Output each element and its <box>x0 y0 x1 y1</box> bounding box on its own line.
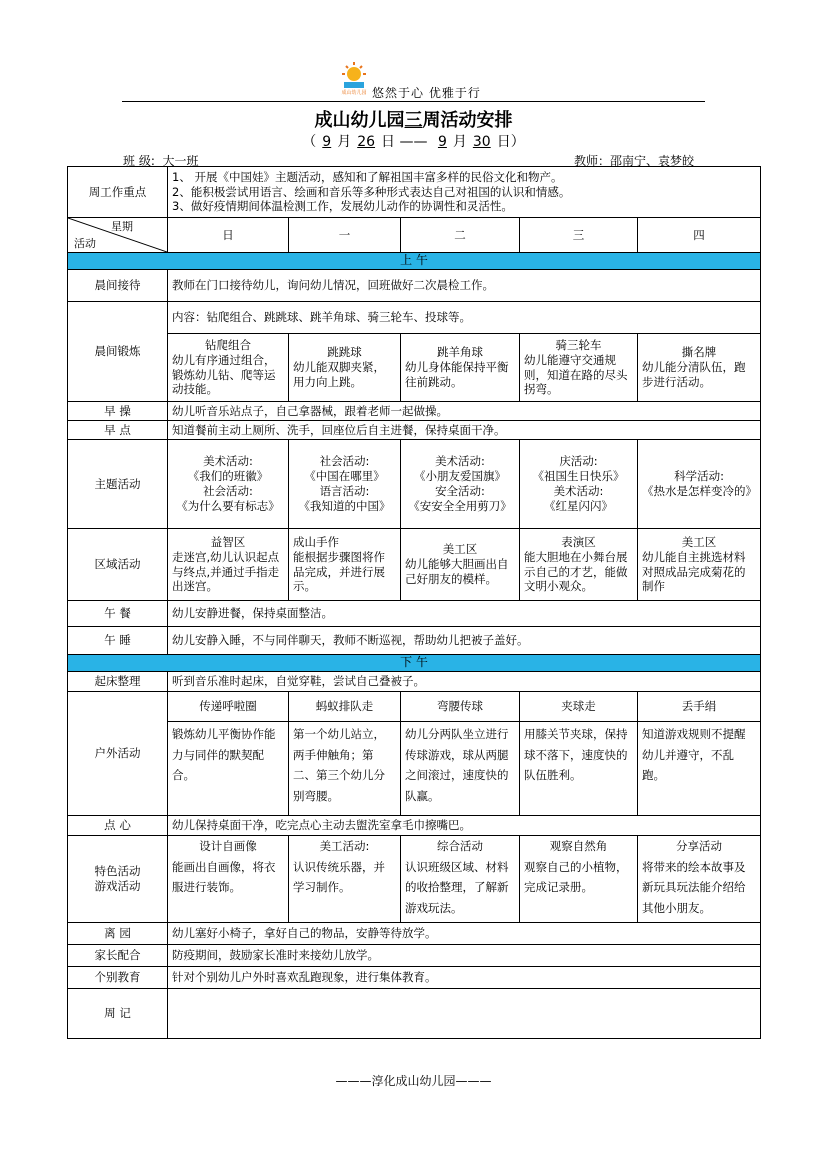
outdoor-text: 用膝关节夹球，保持球不落下，速度快的队伍胜利。 <box>520 722 638 816</box>
page-title: 成山幼儿园三周活动安排 <box>314 110 513 131</box>
row-label: 晨间接待 <box>68 270 168 302</box>
outdoor-title: 夹球走 <box>520 692 638 722</box>
exercise-content-row <box>68 302 761 334</box>
special-cell: 分享活动 将带来的绘本故事及新玩具玩法能介绍给其他小朋友。 <box>638 836 761 923</box>
row-text: 幼儿听音乐站点子，自己拿器械，跟着老师一起做操。 <box>168 402 761 421</box>
day-header: 二 <box>401 218 520 253</box>
header-corner: 星期 活动 <box>68 218 168 253</box>
individual-row <box>68 967 761 989</box>
activity-cell: 钻爬组合 幼儿有序通过组合，锻炼幼儿钻、爬等运动技能。 <box>168 334 289 402</box>
svg-text:成山幼儿园: 成山幼儿园 <box>341 90 367 96</box>
theme-cell: 社会活动: 《中国在哪里》 语言活动: 《我知道的中国》 <box>289 440 401 529</box>
lunch-row <box>68 601 761 627</box>
footer: ———淳化成山幼儿园——— <box>335 1074 492 1088</box>
day-header: 四 <box>638 218 761 253</box>
week-focus-text: 1、 开展《中国娃》主题活动，感知和了解祖国丰富多样的民俗文化和物产。 2、能积极尝试用语言、绘画和音乐等多种形式表达自己对祖国的认识和情感。 3、做好疫情期间体温检测工作，发展幼儿动作的协调性和灵活性。 <box>168 167 761 218</box>
special-row <box>68 836 761 923</box>
day-header: 一 <box>289 218 401 253</box>
row-text: 防疫期间，鼓励家长准时来接幼儿放学。 <box>168 945 761 967</box>
row-label: 区域活动 <box>68 529 168 601</box>
area-cell: 美工区 幼儿能自主挑选材料对照成品完成菊花的制作 <box>638 529 761 601</box>
activity-cell: 跳羊角球 幼儿身体能保持平衡往前跳动。 <box>401 334 520 402</box>
parents-row <box>68 945 761 967</box>
special-cell: 美工活动: 认识传统乐器，并学习制作。 <box>289 836 401 923</box>
weekly-schedule-table <box>67 166 761 1039</box>
header-divider <box>122 101 705 102</box>
row-text: 内容：钻爬组合、跳跳球、跳羊角球、骑三轮车、投球等。 <box>168 302 761 334</box>
notes-text[interactable] <box>168 989 761 1039</box>
theme-cell: 美术活动: 《小朋友爱国旗》 安全活动: 《安安全全用剪刀》 <box>401 440 520 529</box>
row-label: 周 记 <box>68 989 168 1039</box>
exercise-cells-row <box>68 334 761 402</box>
morning-band: 上 午 <box>68 253 761 270</box>
morning-exercise-row <box>68 402 761 421</box>
row-text: 幼儿塞好小椅子，拿好自己的物品，安静等待放学。 <box>168 923 761 945</box>
row-label: 户外活动 <box>68 692 168 816</box>
activity-cell: 骑三轮车 幼儿能遵守交通规则，知道在路的尽头拐弯。 <box>520 334 638 402</box>
row-label: 家长配合 <box>68 945 168 967</box>
special-cell: 综合活动 认识班级区域、材料的收拾整理，了解新游戏玩法。 <box>401 836 520 923</box>
afternoon-band: 下 午 <box>68 655 761 672</box>
kindergarten-logo <box>336 60 372 96</box>
leave-row <box>68 923 761 945</box>
wakeup-row <box>68 672 761 692</box>
motto: 悠然于心 优雅于行 <box>372 86 481 100</box>
class-info: 班 级: 大一班 <box>123 154 199 168</box>
days-header-row <box>68 218 761 253</box>
reception-row <box>68 270 761 302</box>
notes-row <box>68 989 761 1039</box>
area-cell: 益智区 走迷宫,幼儿认识起点与终点,并通过手指走出迷宫。 <box>168 529 289 601</box>
row-label: 特色活动 游戏活动 <box>68 836 168 923</box>
row-text: 幼儿安静入睡，不与同伴聊天，教师不断巡视，帮助幼儿把被子盖好。 <box>168 627 761 655</box>
row-text: 知道餐前主动上厕所、洗手，回座位后自主进餐，保持桌面干净。 <box>168 421 761 440</box>
row-label: 午 睡 <box>68 627 168 655</box>
outdoor-text: 幼儿分两队坐立进行传球游戏，球从两腿之间滚过，速度快的队赢。 <box>401 722 520 816</box>
breakfast-row <box>68 421 761 440</box>
nap-row <box>68 627 761 655</box>
snack-row <box>68 816 761 836</box>
row-text: 听到音乐准时起床，自觉穿鞋，尝试自己叠被子。 <box>168 672 761 692</box>
row-label: 点 心 <box>68 816 168 836</box>
row-label: 起床整理 <box>68 672 168 692</box>
area-cell: 美工区 幼儿能够大胆画出自己好朋友的模样。 <box>401 529 520 601</box>
special-cell: 设计自画像 能画出自画像，将衣服进行装饰。 <box>168 836 289 923</box>
day-header: 日 <box>168 218 289 253</box>
day-header: 三 <box>520 218 638 253</box>
outdoor-text: 第一个幼儿站立，两手伸触角；第二、第三个幼儿分别弯腰。 <box>289 722 401 816</box>
outdoor-title: 弯腰传球 <box>401 692 520 722</box>
outdoor-text: 锻炼幼儿平衡协作能力与同伴的默契配合。 <box>168 722 289 816</box>
week-focus-row <box>68 167 761 218</box>
area-cell: 成山手作 能根据步骤图将作品完成，并进行展示。 <box>289 529 401 601</box>
outdoor-title: 传递呼啦圈 <box>168 692 289 722</box>
row-label: 晨间锻炼 <box>68 302 168 402</box>
theme-cell: 美术活动: 《我们的班徽》 社会活动: 《为什么要有标志》 <box>168 440 289 529</box>
activity-cell: 跳跳球 幼儿能双脚夹紧，用力向上跳。 <box>289 334 401 402</box>
row-label: 早 操 <box>68 402 168 421</box>
row-label: 午 餐 <box>68 601 168 627</box>
teacher-info: 教师：邵南宁、袁梦皎 <box>574 154 695 168</box>
outdoor-text: 知道游戏规则不提醒幼儿并遵守，不乱跑。 <box>638 722 761 816</box>
row-text: 针对个别幼儿户外时喜欢乱跑现象，进行集体教育。 <box>168 967 761 989</box>
row-label: 离 园 <box>68 923 168 945</box>
row-text: 幼儿保持桌面干净，吃完点心主动去盥洗室拿毛巾擦嘴巴。 <box>168 816 761 836</box>
theme-row <box>68 440 761 529</box>
row-label: 个别教育 <box>68 967 168 989</box>
outdoor-texts-row <box>68 722 761 816</box>
activity-cell: 撕名牌 幼儿能分清队伍，跑步进行活动。 <box>638 334 761 402</box>
row-label: 主题活动 <box>68 440 168 529</box>
row-label: 周工作重点 <box>68 167 168 218</box>
row-label: 早 点 <box>68 421 168 440</box>
theme-cell: 庆活动: 《祖国生日快乐》 美术活动: 《红星闪闪》 <box>520 440 638 529</box>
special-cell: 观察自然角 观察自己的小植物，完成记录册。 <box>520 836 638 923</box>
outdoor-titles-row <box>68 692 761 722</box>
date-range: （ 9 月 26 日 —— 9 月 30 日） <box>302 134 525 150</box>
area-cell: 表演区 能大胆地在小舞台展示自己的才艺，能做文明小观众。 <box>520 529 638 601</box>
area-row <box>68 529 761 601</box>
row-text: 教师在门口接待幼儿，询问幼儿情况，回班做好二次晨检工作。 <box>168 270 761 302</box>
theme-cell: 科学活动: 《热水是怎样变冷的》 <box>638 440 761 529</box>
outdoor-title: 蚂蚁排队走 <box>289 692 401 722</box>
row-text: 幼儿安静进餐，保持桌面整洁。 <box>168 601 761 627</box>
outdoor-title: 丢手绢 <box>638 692 761 722</box>
